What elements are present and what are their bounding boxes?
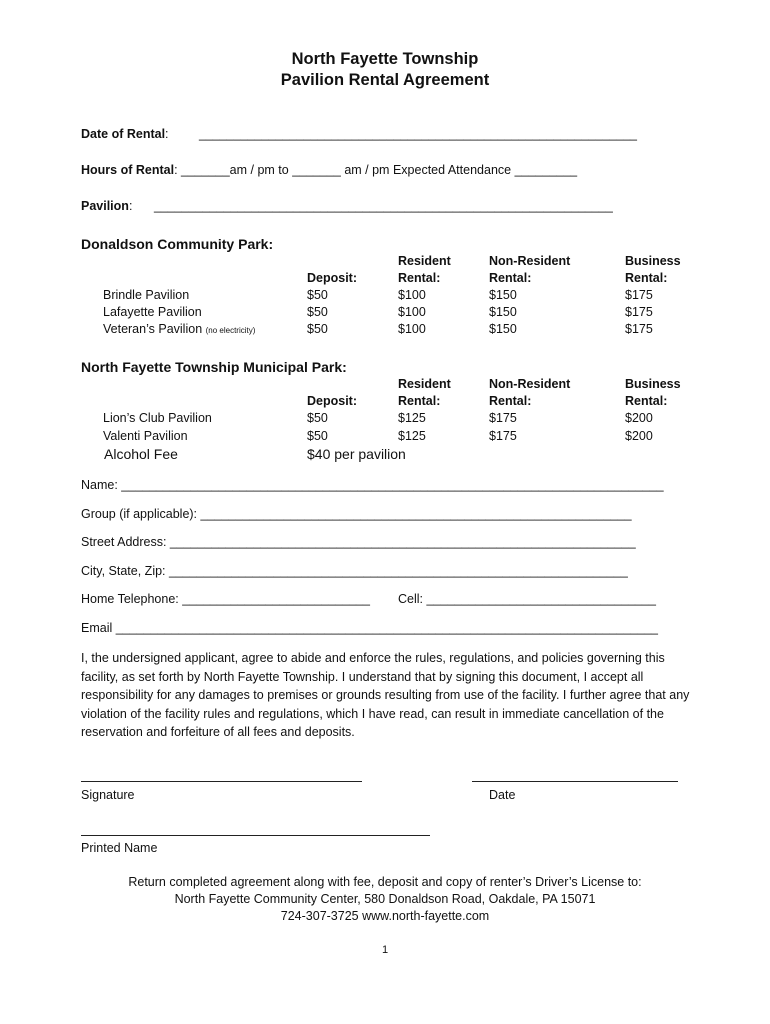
table-row-valenti [103, 429, 188, 443]
table-row-lions-club [103, 411, 212, 425]
donaldson-col-business [625, 253, 681, 287]
donaldson-col-resident [398, 253, 451, 287]
pavilion-name: Veteran’s Pavilion [103, 322, 203, 336]
pavilion-name: Lafayette Pavilion [103, 305, 202, 319]
municipal-col-resident-line1: Resident [398, 377, 451, 391]
municipal-col-deposit: Deposit: [307, 394, 357, 408]
donaldson-col-nonresident [489, 253, 570, 287]
pavilion-name: Brindle Pavilion [103, 288, 190, 302]
table-row-lafayette [103, 305, 202, 319]
pavilion-label: Pavilion [81, 199, 129, 213]
municipal-col-nonresident-line2: Rental: [489, 394, 532, 408]
deposit-value: $50 [307, 305, 328, 319]
deposit-value: $50 [307, 288, 328, 302]
city-state-zip-field[interactable]: City, State, Zip: __________________________________________________________________ [81, 564, 628, 578]
table-row-brindle [103, 288, 189, 302]
pavilion-field[interactable] [81, 199, 132, 213]
donaldson-col-business-line1: Business [625, 254, 681, 268]
municipal-col-business-line2: Rental: [625, 394, 668, 408]
nonresident-value: $175 [489, 411, 517, 425]
alcohol-fee-value: $40 per pavilion [307, 446, 406, 462]
title-line-2: Pavilion Rental Agreement [280, 71, 490, 89]
page-number: 1 [381, 944, 389, 956]
deposit-value: $50 [307, 322, 328, 336]
printed-name-line[interactable] [81, 835, 430, 836]
hours-of-rental-blanks[interactable]: : _______am / pm to _______ am / pm Expected Attendance _________ [174, 163, 578, 177]
donaldson-col-deposit: Deposit: [307, 271, 357, 285]
business-value: $175 [625, 305, 653, 319]
group-field[interactable]: Group (if applicable): ______________________________________________________________ [81, 507, 632, 521]
nonresident-value: $150 [489, 322, 517, 336]
donaldson-col-resident-line1: Resident [398, 254, 451, 268]
hours-of-rental-field[interactable] [81, 163, 577, 177]
table-row-veterans [103, 322, 255, 336]
deposit-value: $50 [307, 411, 328, 425]
return-instructions: Return completed agreement along with fee, deposit and copy of renter’s Driver’s License to: [128, 875, 642, 889]
date-label: Date [489, 788, 516, 802]
nonresident-value: $150 [489, 288, 517, 302]
alcohol-fee-label: Alcohol Fee [104, 446, 178, 462]
name-field[interactable]: Name: ______________________________________________________________________________ [81, 478, 664, 492]
business-value: $175 [625, 288, 653, 302]
contact-phone-website: 724-307-3725 www.north-fayette.com [280, 909, 490, 923]
email-field[interactable]: Email ______________________________________________________________________________ [81, 621, 658, 635]
pavilion-name: Valenti Pavilion [103, 429, 188, 443]
home-telephone-field[interactable]: Home Telephone: ___________________________ [81, 592, 370, 606]
date-of-rental-colon: : [165, 127, 169, 141]
signature-label: Signature [81, 788, 135, 802]
resident-value: $125 [398, 411, 426, 425]
pavilion-colon: : [128, 199, 133, 213]
title-line-1: North Fayette Township [291, 50, 479, 68]
date-line[interactable] [472, 781, 678, 782]
municipal-col-nonresident [489, 376, 570, 410]
municipal-col-nonresident-line1: Non-Resident [489, 377, 571, 391]
business-value: $200 [625, 411, 653, 425]
municipal-heading: North Fayette Township Municipal Park: [81, 359, 347, 375]
date-of-rental-field[interactable] [81, 127, 169, 141]
resident-value: $100 [398, 322, 426, 336]
resident-value: $125 [398, 429, 426, 443]
business-value: $200 [625, 429, 653, 443]
signature-line[interactable] [81, 781, 362, 782]
donaldson-heading: Donaldson Community Park: [81, 236, 274, 252]
printed-name-label: Printed Name [81, 841, 158, 855]
municipal-col-business [625, 376, 681, 410]
pavilion-note: (no electricity) [205, 326, 256, 335]
pavilion-name: Lion’s Club Pavilion [103, 411, 212, 425]
business-value: $175 [625, 322, 653, 336]
donaldson-col-resident-line2: Rental: [398, 271, 441, 285]
return-address: North Fayette Community Center, 580 Donaldson Road, Oakdale, PA 15071 [174, 892, 596, 906]
cell-field[interactable]: Cell: _________________________________ [398, 592, 656, 606]
resident-value: $100 [398, 305, 426, 319]
donaldson-col-nonresident-line1: Non-Resident [489, 254, 571, 268]
municipal-col-business-line1: Business [625, 377, 681, 391]
municipal-col-resident [398, 376, 451, 410]
date-of-rental-blank[interactable]: _______________________________________________________________ [199, 127, 637, 141]
municipal-col-resident-line2: Rental: [398, 394, 441, 408]
pavilion-blank[interactable]: __________________________________________________________________ [154, 199, 613, 213]
agreement-paragraph: I, the undersigned applicant, agree to abide and enforce the rules, regulations, and policies governing this facility, as set forth by North Fayette Township. I understand that by signing this document, I accept all responsibility for any damages to premises or grounds resulting from use of the facility. I further agree that any violation of the facility rules and regulations, which I have read, can result in immediate cancellation of the reservation and forfeiture of all fees and deposits. [81, 651, 690, 739]
street-address-field[interactable]: Street Address: ___________________________________________________________________ [81, 535, 636, 549]
nonresident-value: $150 [489, 305, 517, 319]
donaldson-col-nonresident-line2: Rental: [489, 271, 532, 285]
resident-value: $100 [398, 288, 426, 302]
deposit-value: $50 [307, 429, 328, 443]
donaldson-col-business-line2: Rental: [625, 271, 668, 285]
nonresident-value: $175 [489, 429, 517, 443]
date-of-rental-label: Date of Rental [81, 127, 166, 141]
hours-of-rental-label: Hours of Rental [81, 163, 175, 177]
